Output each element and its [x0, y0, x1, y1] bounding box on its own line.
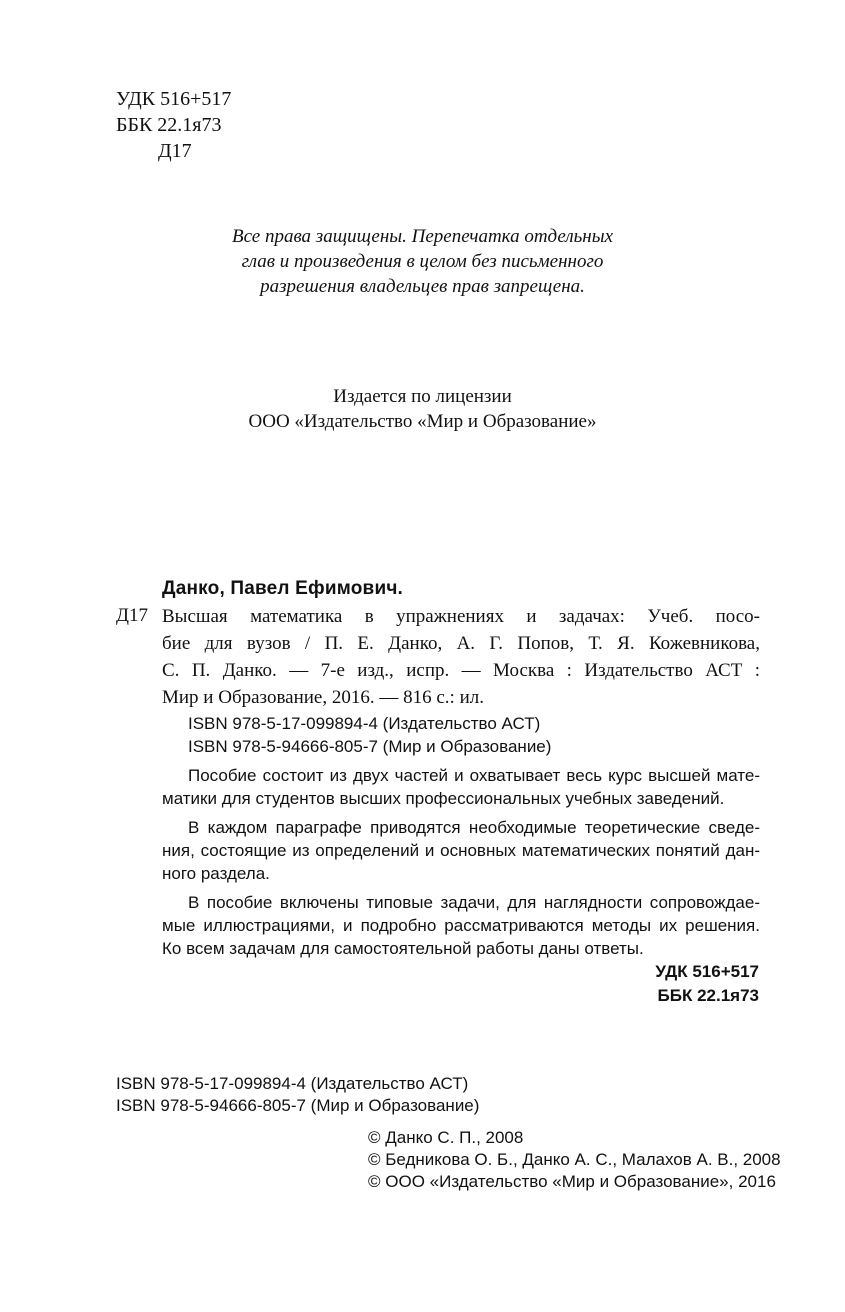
isbn-list — [188, 712, 551, 758]
bbk-code-bottom: ББК 22.1я73 — [657, 986, 759, 1005]
rights-line: глав и произведения в целом без письменного — [241, 251, 604, 272]
annotation-line: мые иллюстрациями, и подробно рассматриваются методы их решения. — [162, 916, 760, 935]
udk-code-bottom: УДК 516+517 — [655, 962, 759, 981]
catalog-code: Д17 — [116, 605, 148, 626]
annotation-line: В пособие включены типовые задачи, для наглядности сопровождае- — [188, 893, 760, 912]
bib-line: бие для вузов / П. Е. Данко, А. Г. Попов, Т. Я. Кожевникова, — [162, 633, 760, 654]
annotation-line: ния, состоящие из определений и основных математических понятий дан- — [162, 841, 760, 860]
copyright-line: © Данко С. П., 2008 — [368, 1128, 524, 1147]
annotation-line: Ко всем задачам для самостоятельной работы даны ответы. — [162, 939, 644, 958]
author-heading: Данко, Павел Ефимович. — [162, 578, 404, 599]
bib-line: Мир и Образование, 2016. — 816 с.: ил. — [162, 687, 484, 708]
annotation-line: матики для студентов высших профессиональных учебных заведений. — [162, 789, 725, 808]
classification-bottom — [655, 960, 759, 1008]
bbk-code: ББК 22.1я73 — [116, 114, 222, 136]
rights-line: разрешения владельцев прав запрещена. — [260, 276, 585, 297]
author-mark: Д17 — [158, 140, 192, 162]
bib-line: С. П. Данко. — 7-е изд., испр. — Москва : Издательство АСТ : — [162, 660, 760, 681]
copyright-line: © ООО «Издательство «Мир и Образование», 2016 — [368, 1172, 776, 1191]
annotation-line: Пособие состоит из двух частей и охватывает весь курс высшей мате- — [188, 766, 760, 785]
annotation-line: В каждом параграфе приводятся необходимые теоретические сведе- — [188, 818, 760, 837]
udk-code: УДК 516+517 — [116, 88, 232, 110]
license-notice — [0, 384, 845, 434]
bib-line: Высшая математика в упражнениях и задачах: Учеб. посо- — [162, 606, 760, 627]
classification-block — [116, 86, 231, 164]
rights-notice — [0, 224, 845, 299]
copyright-block — [368, 1127, 781, 1193]
rights-line: Все права защищены. Перепечатка отдельных — [231, 226, 614, 247]
isbn-line: ISBN 978-5-94666-805-7 (Мир и Образование) — [116, 1096, 480, 1115]
isbn-line: ISBN 978-5-94666-805-7 (Мир и Образование) — [188, 737, 552, 756]
license-line: ООО «Издательство «Мир и Образование» — [248, 411, 597, 432]
isbn-line: ISBN 978-5-17-099894-4 (Издательство АСТ) — [188, 714, 541, 733]
bibliographic-description — [162, 603, 760, 711]
annotation-line: ного раздела. — [162, 864, 270, 883]
isbn-bottom — [116, 1073, 479, 1117]
isbn-line: ISBN 978-5-17-099894-4 (Издательство АСТ) — [116, 1074, 469, 1093]
license-line: Издается по лицензии — [333, 386, 512, 407]
copyright-line: © Бедникова О. Б., Данко А. С., Малахов А. В., 2008 — [368, 1150, 781, 1169]
annotation — [162, 764, 760, 960]
